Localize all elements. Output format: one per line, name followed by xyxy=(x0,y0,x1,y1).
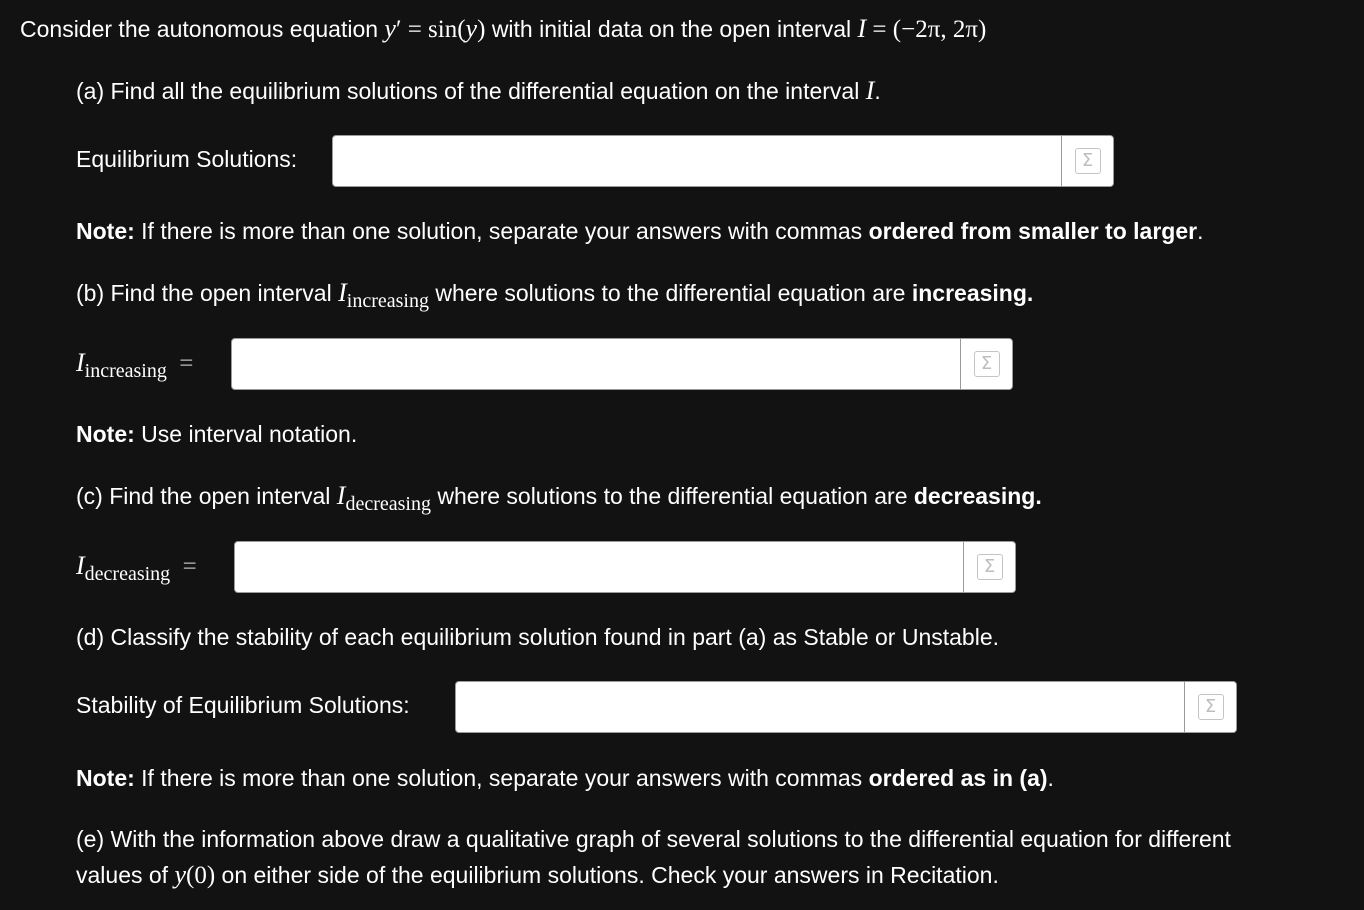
note-text: If there is more than one solution, separate your answers with commas xyxy=(134,765,869,791)
increasing-field xyxy=(231,338,1013,390)
equals-sign: = xyxy=(182,553,197,580)
math-y: y xyxy=(384,14,396,43)
period: . xyxy=(874,78,881,104)
part-e-line2 xyxy=(76,860,999,890)
part-a-note xyxy=(76,218,1203,245)
part-b-text: (b) Find the open interval xyxy=(76,280,332,306)
decreasing-field xyxy=(234,541,1016,593)
sigma-icon: Σ xyxy=(974,351,1000,377)
part-d-note xyxy=(76,765,1054,792)
equilibrium-field xyxy=(332,135,1114,187)
math-subscript: increasing xyxy=(84,360,167,382)
part-b-note xyxy=(76,421,357,448)
math-I: I xyxy=(865,76,875,105)
math-I: I xyxy=(76,348,85,377)
part-c-emphasis: decreasing. xyxy=(913,483,1042,509)
note-emphasis: ordered from smaller to larger xyxy=(868,218,1198,244)
part-e-prefix: values of xyxy=(76,862,169,888)
equation-editor-button[interactable] xyxy=(963,542,1015,592)
intro-prefix: Consider the autonomous equation xyxy=(20,16,379,42)
decreasing-input[interactable] xyxy=(235,542,963,592)
math-y2: y xyxy=(465,14,478,43)
note-label: Note: xyxy=(76,421,135,447)
part-e-line1: (e) With the information above draw a qualitative graph of several solutions to the differential equation for different xyxy=(76,826,1231,852)
part-e-suffix: on either side of the equilibrium solutions. Check your answers in Recitation. xyxy=(221,862,999,888)
sigma-icon: Σ xyxy=(1198,694,1224,720)
stability-input[interactable] xyxy=(456,682,1184,732)
math-subscript: increasing xyxy=(346,290,429,312)
part-b-emphasis: increasing. xyxy=(911,280,1034,306)
part-c-question xyxy=(76,481,1042,515)
note-text: Use interval notation. xyxy=(134,421,358,447)
stability-label: Stability of Equilibrium Solutions: xyxy=(76,692,410,718)
increasing-label xyxy=(76,348,194,382)
math-subscript: decreasing xyxy=(84,563,171,585)
equation-editor-button[interactable] xyxy=(1061,136,1113,186)
equation-editor-button[interactable] xyxy=(1184,682,1236,732)
decreasing-label xyxy=(76,551,197,585)
part-c-text2: where solutions to the differential equation are xyxy=(437,483,908,509)
part-c-text: (c) Find the open interval xyxy=(76,483,331,509)
sigma-icon: Σ xyxy=(977,554,1003,580)
note-text: If there is more than one solution, separate your answers with commas xyxy=(134,218,869,244)
part-d-question: (d) Classify the stability of each equilibrium solution found in part (a) as Stable or Unstable. xyxy=(76,624,1000,650)
note-label: Note: xyxy=(76,765,135,791)
part-a-question xyxy=(76,76,881,106)
equals-sign: = xyxy=(179,350,194,377)
sigma-icon: Σ xyxy=(1075,148,1101,174)
math-close: ) xyxy=(477,16,486,43)
math-I: I xyxy=(857,14,867,43)
math-subscript: decreasing xyxy=(345,493,431,515)
note-end: . xyxy=(1047,765,1054,791)
math-interval: = (−2π, 2π) xyxy=(866,16,987,43)
equilibrium-input[interactable] xyxy=(333,136,1061,186)
math-I: I xyxy=(338,278,347,307)
math-I: I xyxy=(76,551,85,580)
math-eq: = sin( xyxy=(401,16,466,43)
problem-statement xyxy=(20,14,986,44)
stability-field xyxy=(455,681,1237,733)
part-a-text: (a) Find all the equilibrium solutions of the differential equation on the interval xyxy=(76,78,860,104)
part-b-text2: where solutions to the differential equation are xyxy=(435,280,906,306)
math-y: y xyxy=(174,860,186,889)
part-b-question xyxy=(76,278,1034,312)
math-prime: ′ xyxy=(395,16,402,43)
note-emphasis: ordered as in (a) xyxy=(868,765,1048,791)
increasing-input[interactable] xyxy=(232,339,960,389)
note-label: Note: xyxy=(76,218,135,244)
equation-editor-button[interactable] xyxy=(960,339,1012,389)
intro-middle: with initial data on the open interval xyxy=(491,16,852,42)
math-arg: (0) xyxy=(186,862,216,889)
math-I: I xyxy=(336,481,346,510)
note-end: . xyxy=(1197,218,1204,244)
equilibrium-label: Equilibrium Solutions: xyxy=(76,146,298,172)
